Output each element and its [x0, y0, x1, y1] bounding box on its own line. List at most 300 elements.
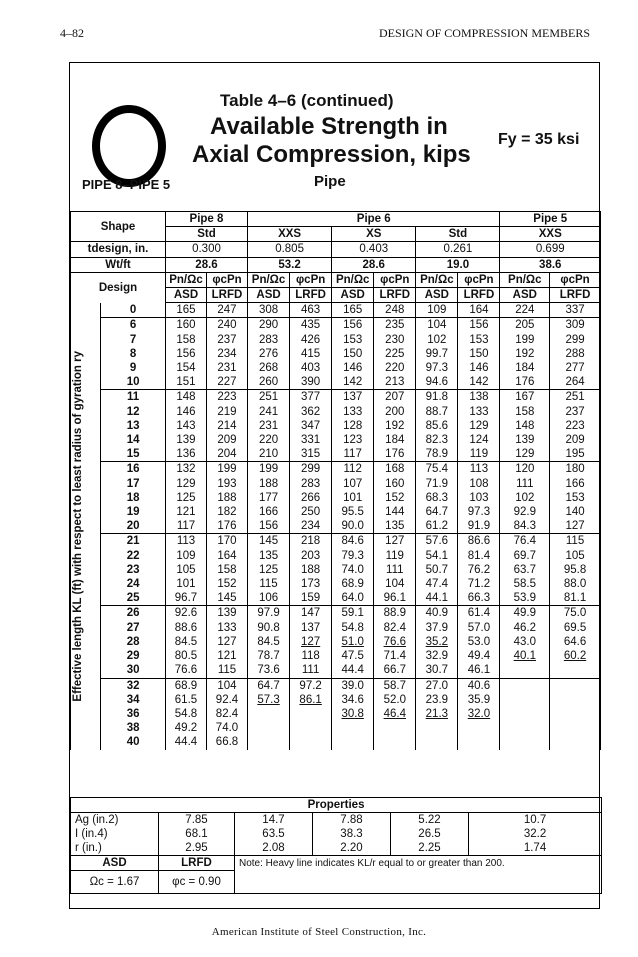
table-row: [71, 390, 601, 405]
kl-value: 40: [101, 735, 166, 749]
strength-value: 71.4: [374, 649, 416, 663]
strength-value: 64.7: [248, 678, 290, 693]
strength-value: 150: [458, 347, 500, 361]
strength-value: 95.5: [332, 505, 374, 519]
lrfd-header: LRFD: [290, 288, 332, 303]
property-column: [469, 813, 602, 856]
strength-value: 192: [500, 347, 550, 361]
tdesign-label: tdesign, in.: [71, 242, 166, 257]
strength-value: 166: [550, 477, 601, 491]
strength-value: 46.4: [374, 707, 416, 721]
strength-value: 118: [290, 649, 332, 663]
strength-value: 49.2: [165, 721, 206, 735]
strength-value: 79.3: [332, 549, 374, 563]
strength-value: 133: [332, 405, 374, 419]
kl-value: 15: [101, 447, 166, 462]
strength-value: 84.5: [248, 635, 290, 649]
strength-value: 133: [206, 621, 247, 635]
strength-value: 223: [206, 390, 247, 405]
strength-value: 124: [458, 433, 500, 447]
strength-value: 199: [206, 462, 247, 477]
property-column: [313, 813, 391, 856]
tdesign-value: 0.699: [500, 242, 601, 257]
pipe-shape-icon: [92, 105, 166, 187]
strength-value: 182: [206, 505, 247, 519]
strength-value: 403: [290, 361, 332, 375]
kl-value: 32: [101, 678, 166, 693]
strength-value: 123: [332, 433, 374, 447]
table-row: [71, 491, 601, 505]
kl-value: 9: [101, 361, 166, 375]
kl-value: 26: [101, 606, 166, 621]
table-row: [71, 303, 601, 318]
lrfd-header: LRFD: [206, 288, 247, 303]
strength-value: 167: [500, 390, 550, 405]
lrfd-header: LRFD: [374, 288, 416, 303]
kl-value: 11: [101, 390, 166, 405]
strength-value: 50.7: [416, 563, 458, 577]
strength-value: 177: [248, 491, 290, 505]
strength-value: 203: [290, 549, 332, 563]
radius-value: 2.20: [340, 842, 363, 854]
strength-value: 127: [374, 534, 416, 549]
strength-value: 40.1: [500, 649, 550, 663]
table-row: [71, 419, 601, 433]
kl-value: 0: [101, 303, 166, 318]
strength-value: 180: [550, 462, 601, 477]
strength-value: [416, 735, 458, 749]
asd-strength-header: Pn/Ωc: [332, 272, 374, 287]
strength-value: 88.6: [165, 621, 206, 635]
table-row: [71, 621, 601, 635]
strength-value: 362: [290, 405, 332, 419]
strength-value: 54.8: [332, 621, 374, 635]
table-row: [71, 462, 601, 477]
strength-value: 54.8: [165, 707, 206, 721]
strength-value: 139: [500, 433, 550, 447]
strength-value: [550, 735, 601, 749]
strength-value: 146: [165, 405, 206, 419]
heavy-line-note: Note: Heavy line indicates KL/r equal to or greater than 200.: [235, 856, 602, 894]
strength-value: 117: [332, 447, 374, 462]
strength-value: 331: [290, 433, 332, 447]
table-row: [71, 707, 601, 721]
strength-value: [248, 721, 290, 735]
strength-value: [500, 721, 550, 735]
weight-class: XXS: [248, 227, 332, 242]
strength-value: 57.6: [416, 534, 458, 549]
strength-value: 76.6: [374, 635, 416, 649]
kl-value: 23: [101, 563, 166, 577]
strength-value: 63.7: [500, 563, 550, 577]
strength-value: 73.6: [248, 663, 290, 678]
strength-value: 214: [206, 419, 247, 433]
kl-value: 18: [101, 491, 166, 505]
strength-value: 107: [332, 477, 374, 491]
strength-value: 309: [550, 318, 601, 333]
strength-value: 276: [248, 347, 290, 361]
strength-value: 68.9: [165, 678, 206, 693]
strength-value: 119: [374, 549, 416, 563]
area-value: 7.85: [185, 814, 208, 826]
strength-value: 152: [374, 491, 416, 505]
strength-value: 277: [550, 361, 601, 375]
property-column: [391, 813, 469, 856]
strength-value: 299: [550, 333, 601, 347]
strength-value: 61.2: [416, 519, 458, 534]
strength-value: 143: [165, 419, 206, 433]
strength-value: 82.3: [416, 433, 458, 447]
weight-class: Std: [165, 227, 247, 242]
strength-value: 166: [248, 505, 290, 519]
strength-value: 91.8: [416, 390, 458, 405]
asd-header: ASD: [332, 288, 374, 303]
strength-value: 84.5: [165, 635, 206, 649]
strength-value: [500, 663, 550, 678]
kl-value: 36: [101, 707, 166, 721]
strength-value: 127: [290, 635, 332, 649]
lrfd-label: LRFD: [159, 856, 235, 871]
strength-value: 176: [374, 447, 416, 462]
strength-value: 146: [458, 361, 500, 375]
kl-value: 24: [101, 577, 166, 591]
strength-value: 159: [290, 591, 332, 606]
strength-value: 135: [374, 519, 416, 534]
strength-value: 78.9: [416, 447, 458, 462]
inertia-value: 32.2: [523, 828, 547, 840]
strength-value: 46.1: [458, 663, 500, 678]
table-row: [71, 563, 601, 577]
strength-value: 115: [206, 663, 247, 678]
tdesign-value: 0.261: [416, 242, 500, 257]
kl-value: 10: [101, 375, 166, 390]
strength-value: 200: [374, 405, 416, 419]
strength-value: 66.8: [206, 735, 247, 749]
table-row: [71, 577, 601, 591]
strength-value: 52.0: [374, 693, 416, 707]
effective-length-axis-label: [71, 303, 101, 750]
strength-value: 104: [206, 678, 247, 693]
strength-value: 158: [165, 333, 206, 347]
strength-value: 205: [500, 318, 550, 333]
table-number: Table 4–6 (continued): [220, 91, 394, 110]
strength-value: 266: [290, 491, 332, 505]
kl-value: 29: [101, 649, 166, 663]
strength-value: 57.0: [458, 621, 500, 635]
strength-value: 64.6: [550, 635, 601, 649]
table-row: [71, 693, 601, 707]
strength-value: 69.7: [500, 549, 550, 563]
strength-value: 146: [332, 361, 374, 375]
table-row: [71, 477, 601, 491]
strength-value: 90.8: [248, 621, 290, 635]
strength-value: 32.0: [458, 707, 500, 721]
strength-value: 129: [500, 447, 550, 462]
asd-header: ASD: [416, 288, 458, 303]
weight-class: XXS: [500, 227, 601, 242]
strength-value: 119: [458, 447, 500, 462]
strength-value: 120: [500, 462, 550, 477]
strength-value: 415: [290, 347, 332, 361]
strength-value: 308: [248, 303, 290, 318]
strength-value: 66.3: [458, 591, 500, 606]
strength-value: 227: [206, 375, 247, 390]
strength-value: 148: [500, 419, 550, 433]
strength-value: 164: [206, 549, 247, 563]
strength-value: 92.6: [165, 606, 206, 621]
radius-value: 2.25: [418, 842, 441, 854]
weight-value: 28.6: [165, 257, 247, 272]
strength-value: 150: [332, 347, 374, 361]
strength-value: 127: [550, 519, 601, 534]
strength-value: 32.9: [416, 649, 458, 663]
strength-value: 53.0: [458, 635, 500, 649]
strength-value: 140: [550, 505, 601, 519]
strength-value: 96.7: [165, 591, 206, 606]
tdesign-value: 0.403: [332, 242, 416, 257]
radius-label: r (in.): [75, 842, 102, 854]
strength-value: 225: [374, 347, 416, 361]
strength-value: 97.9: [248, 606, 290, 621]
strength-value: 204: [206, 447, 247, 462]
strength-value: [550, 678, 601, 693]
property-labels: [71, 813, 159, 856]
strength-value: [248, 707, 290, 721]
strength-value: [550, 721, 601, 735]
table-row: [71, 318, 601, 333]
strength-value: 46.2: [500, 621, 550, 635]
effective-length-text: Effective length KL (ft) with respect to least radius of gyration ry: [72, 350, 84, 702]
strength-value: 230: [374, 333, 416, 347]
strength-value: 165: [332, 303, 374, 318]
shape-label: Shape: [71, 212, 166, 242]
strength-value: 94.6: [416, 375, 458, 390]
strength-value: 39.0: [332, 678, 374, 693]
strength-value: 251: [550, 390, 601, 405]
kl-value: 8: [101, 347, 166, 361]
table-row: [71, 721, 601, 735]
strength-value: 96.1: [374, 591, 416, 606]
pipe-range: PIPE 8–PIPE 5: [82, 177, 171, 192]
strength-value: 125: [165, 491, 206, 505]
strength-value: 49.9: [500, 606, 550, 621]
strength-value: [374, 735, 416, 749]
strength-value: 40.6: [458, 678, 500, 693]
strength-value: 103: [458, 491, 500, 505]
weight-label: Wt/ft: [71, 257, 166, 272]
strength-value: [550, 663, 601, 678]
weight-value: 38.6: [500, 257, 601, 272]
strength-value: 71.2: [458, 577, 500, 591]
strength-value: 74.0: [332, 563, 374, 577]
table-row: [71, 534, 601, 549]
strength-value: 97.3: [458, 505, 500, 519]
strength-value: 37.9: [416, 621, 458, 635]
strength-value: 88.0: [550, 577, 601, 591]
strength-value: 463: [290, 303, 332, 318]
strength-value: 193: [206, 477, 247, 491]
strength-value: [500, 707, 550, 721]
strength-value: 111: [290, 663, 332, 678]
area-value: 10.7: [523, 814, 547, 826]
pipe-name: Pipe 5: [500, 212, 601, 227]
asd-header: ASD: [248, 288, 290, 303]
strength-value: 133: [458, 405, 500, 419]
strength-value: 128: [332, 419, 374, 433]
asd-strength-header: Pn/Ωc: [248, 272, 290, 287]
strength-value: 283: [290, 477, 332, 491]
strength-value: 111: [500, 477, 550, 491]
strength-value: 218: [290, 534, 332, 549]
table-row: [71, 347, 601, 361]
strength-value: 288: [550, 347, 601, 361]
lrfd-strength-header: φcPn: [374, 272, 416, 287]
kl-value: 17: [101, 477, 166, 491]
strength-value: 184: [500, 361, 550, 375]
kl-value: 20: [101, 519, 166, 534]
asd-header: ASD: [165, 288, 206, 303]
table-row: [71, 649, 601, 663]
strength-value: 142: [332, 375, 374, 390]
strength-value: 71.9: [416, 477, 458, 491]
table-row: [71, 635, 601, 649]
strength-value: [500, 678, 550, 693]
strength-value: 156: [248, 519, 290, 534]
strength-value: 104: [416, 318, 458, 333]
strength-value: 68.3: [416, 491, 458, 505]
omega-factor: Ωc = 1.67: [71, 871, 159, 894]
strength-value: [290, 721, 332, 735]
strength-value: 95.8: [550, 563, 601, 577]
strength-value: 234: [206, 347, 247, 361]
strength-value: 165: [165, 303, 206, 318]
strength-value: 88.7: [416, 405, 458, 419]
table-row: [71, 447, 601, 462]
strength-value: 264: [550, 375, 601, 390]
strength-value: 64.7: [416, 505, 458, 519]
strength-value: 129: [165, 477, 206, 491]
property-column: [159, 813, 235, 856]
strength-value: 82.4: [206, 707, 247, 721]
strength-value: [416, 721, 458, 735]
table-row: [71, 333, 601, 347]
strength-value: [332, 735, 374, 749]
strength-value: 76.6: [165, 663, 206, 678]
strength-value: 78.7: [248, 649, 290, 663]
strength-value: 102: [500, 491, 550, 505]
strength-value: 47.5: [332, 649, 374, 663]
strength-value: 47.4: [416, 577, 458, 591]
strength-value: [550, 693, 601, 707]
strength-value: 145: [248, 534, 290, 549]
strength-value: 136: [165, 447, 206, 462]
strength-value: 247: [206, 303, 247, 318]
kl-value: 6: [101, 318, 166, 333]
strength-value: 53.9: [500, 591, 550, 606]
strength-value: 188: [248, 477, 290, 491]
strength-value: 82.4: [374, 621, 416, 635]
strength-value: 88.9: [374, 606, 416, 621]
phi-factor: φc = 0.90: [159, 871, 235, 894]
area-value: 7.88: [340, 814, 363, 826]
strength-table: [70, 211, 601, 750]
strength-value: 43.0: [500, 635, 550, 649]
inertia-value: 26.5: [418, 828, 441, 840]
weight-value: 19.0: [416, 257, 500, 272]
strength-value: 156: [165, 347, 206, 361]
strength-value: 192: [374, 419, 416, 433]
strength-value: [332, 721, 374, 735]
weight-value: 28.6: [332, 257, 416, 272]
table-row: [71, 375, 601, 390]
strength-value: 86.1: [290, 693, 332, 707]
strength-value: 109: [416, 303, 458, 318]
strength-value: 170: [206, 534, 247, 549]
strength-value: 97.3: [416, 361, 458, 375]
table-title-line2: Axial Compression, kips: [192, 141, 471, 168]
strength-value: 105: [165, 563, 206, 577]
strength-value: 76.2: [458, 563, 500, 577]
asd-label: ASD: [71, 856, 159, 871]
design-label: Design: [71, 272, 166, 302]
strength-value: 315: [290, 447, 332, 462]
strength-value: 139: [165, 433, 206, 447]
table-row: [71, 433, 601, 447]
kl-value: 21: [101, 534, 166, 549]
shape-type: Pipe: [314, 173, 346, 190]
kl-value: 22: [101, 549, 166, 563]
strength-value: 139: [206, 606, 247, 621]
strength-value: 69.5: [550, 621, 601, 635]
area-value: 5.22: [418, 814, 441, 826]
strength-value: 66.7: [374, 663, 416, 678]
inertia-label: I (in.4): [75, 828, 108, 840]
strength-value: 156: [458, 318, 500, 333]
strength-value: 115: [550, 534, 601, 549]
table-row: [71, 361, 601, 375]
kl-value: 14: [101, 433, 166, 447]
strength-value: 105: [550, 549, 601, 563]
strength-value: 76.4: [500, 534, 550, 549]
strength-value: [500, 735, 550, 749]
pipe-name: Pipe 8: [165, 212, 247, 227]
table-row: [71, 678, 601, 693]
strength-value: 58.5: [500, 577, 550, 591]
page-number: 4–82: [60, 26, 84, 40]
strength-value: 121: [165, 505, 206, 519]
strength-value: 111: [374, 563, 416, 577]
weight-class: XS: [332, 227, 416, 242]
pipe-name: Pipe 6: [248, 212, 500, 227]
asd-strength-header: Pn/Ωc: [500, 272, 550, 287]
strength-value: 58.7: [374, 678, 416, 693]
strength-value: 81.4: [458, 549, 500, 563]
kl-value: 27: [101, 621, 166, 635]
strength-value: 153: [458, 333, 500, 347]
kl-value: 34: [101, 693, 166, 707]
strength-value: 106: [248, 591, 290, 606]
table-title-line1: Available Strength in: [210, 113, 448, 140]
radius-value: 1.74: [523, 842, 547, 854]
strength-value: 248: [374, 303, 416, 318]
strength-value: 347: [290, 419, 332, 433]
strength-value: 80.5: [165, 649, 206, 663]
strength-value: 21.3: [416, 707, 458, 721]
strength-value: 115: [248, 577, 290, 591]
strength-value: 173: [290, 577, 332, 591]
strength-value: 209: [550, 433, 601, 447]
strength-value: 184: [374, 433, 416, 447]
